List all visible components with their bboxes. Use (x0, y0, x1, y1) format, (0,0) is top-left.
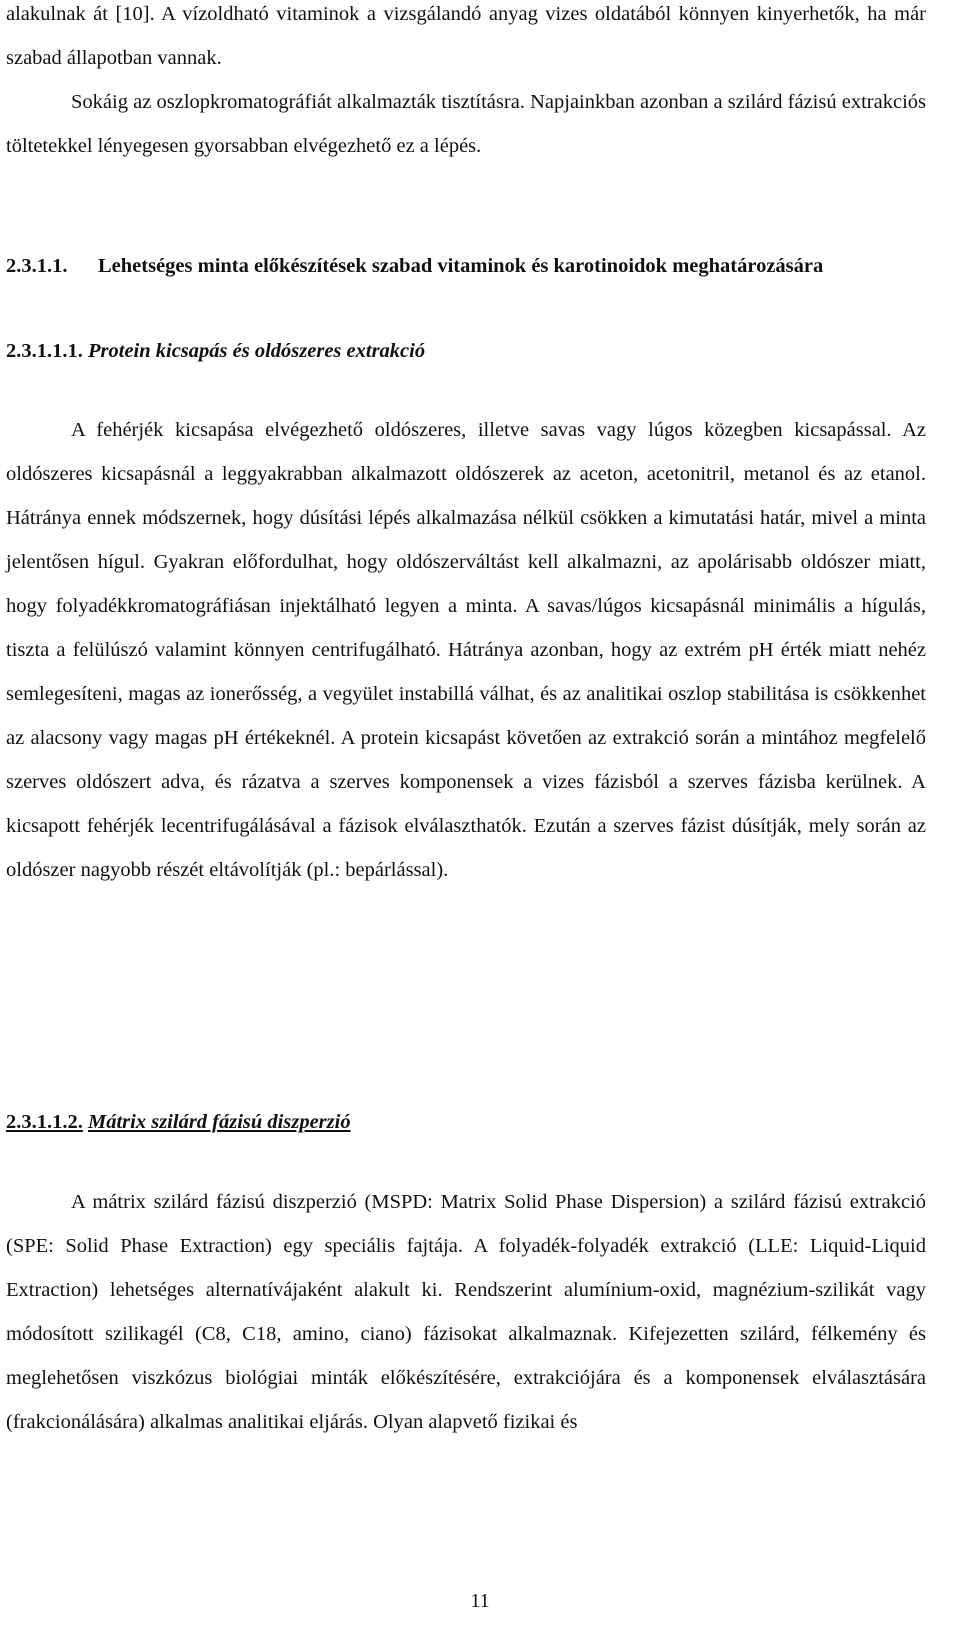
subsection-1-heading (6, 336, 926, 366)
subsection-1-number: 2.3.1.1.1. (6, 340, 83, 362)
subsection-2-body: A mátrix szilárd fázisú diszperzió (MSPD: Matrix Solid Phase Dispersion) a szilárd fázisú extrakció (SPE: Solid Phase Extraction) egy speciális fajtája. A folyadék-folyadék extrakció (LLE: Liquid-Liquid Extraction) lehetséges alternatívájaként alakult ki. Rendszerint alumínium-oxid, magnézium-szilikát vagy módosított szilikagél (C8, C18, amino, ciano) fázisokat alkalmaznak. Kifejezetten szilárd, félkemény és meglehetősen viszkózus biológiai minták előkészítésére, extrakciójára és a komponensek elválasztására (frakcionálására) alkalmas analitikai eljárás. Olyan alapvető fizikai és (6, 1191, 926, 1433)
intro-paragraph-2: Sokáig az oszlopkromatográfiát alkalmazták tisztításra. Napjainkban azonban a szilárd fázisú extrakciós töltetekkel lényegesen gyorsabban elvégezhető ez a lépés. (6, 91, 926, 157)
subsection-2-heading (6, 1107, 926, 1137)
subsection-2-title: Mátrix szilárd fázisú diszperzió (88, 1111, 351, 1133)
subsection-1-title: Protein kicsapás és oldószeres extrakció (88, 340, 426, 362)
page-number: 11 (470, 1590, 490, 1612)
intro-paragraph-1: alakulnak át [10]. A vízoldható vitaminok a vizsgálandó anyag vizes oldatából könnyen kinyerhetők, ha már szabad állapotban vannak. (6, 3, 926, 69)
section-heading (6, 251, 926, 281)
section-title: Lehetséges minta előkészítések szabad vitaminok és karotinoidok meghatározására (98, 255, 824, 277)
subsection-1-body: A fehérjék kicsapása elvégezhető oldószeres, illetve savas vagy lúgos közegben kicsapással. Az oldószeres kicsapásnál a leggyakrabban alkalmazott oldószerek az aceton, acetonitril, metanol és az etanol. Hátránya ennek módszernek, hogy dúsítási lépés alkalmazása nélkül csökken a kimutatási határ, mivel a minta jelentősen hígul. Gyakran előfordulhat, hogy oldószerváltást kell alkalmazni, az apolárisabb oldószer miatt, hogy folyadékkromatográfiásan injektálható legyen a minta. A savas/lúgos kicsapásnál minimális a hígulás, tiszta a felülúszó valamint könnyen centrifugálható. Hátránya azonban, hogy az extrém pH érték miatt nehéz semlegesíteni, magas az ionerősség, a vegyület instabillá válhat, és az analitikai oszlop stabilitása is csökkenhet az alacsony vagy magas pH értékeknél. A protein kicsapást követően az extrakció során a mintához megfelelő szerves oldószert adva, és rázatva a szerves komponensek a vizes fázisból a szerves fázisba kerülnek. A kicsapott fehérjék lecentrifugálásával a fázisok elválaszthatók. Ezután a szerves fázist dúsítják, mely során az oldószer nagyobb részét eltávolítják (pl.: bepárlással). (6, 419, 926, 881)
subsection-2-number: 2.3.1.1.2. (6, 1111, 83, 1133)
section-number: 2.3.1.1. (6, 255, 68, 277)
